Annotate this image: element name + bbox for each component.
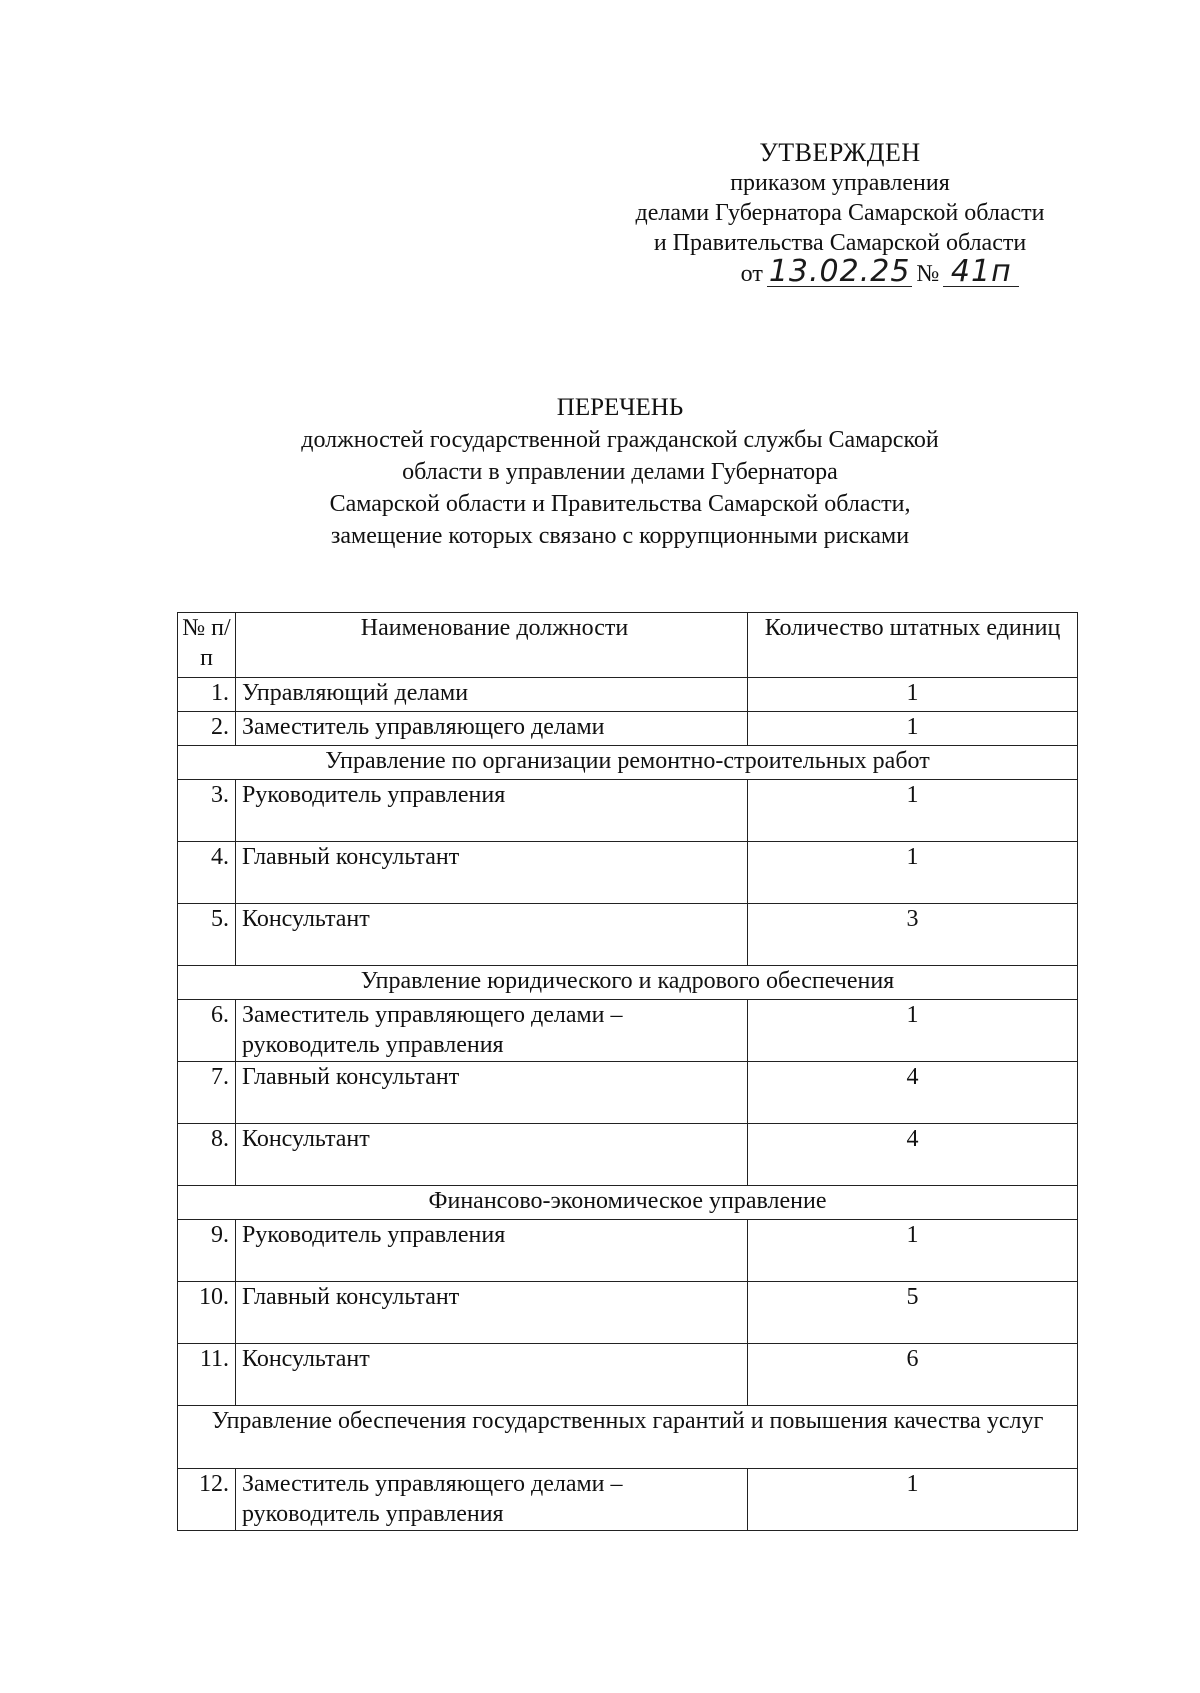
position-quantity: 1: [748, 1000, 1078, 1062]
position-quantity: 1: [748, 712, 1078, 746]
row-number: 9.: [178, 1220, 236, 1282]
approval-stamp: [560, 138, 1120, 289]
position-name: Заместитель управляющего делами: [236, 712, 748, 746]
positions-table: [177, 612, 1078, 1531]
position-name: Заместитель управляющего делами – руководитель управления: [236, 1000, 748, 1062]
position-quantity: 1: [748, 1220, 1078, 1282]
position-name: Управляющий делами: [236, 678, 748, 712]
section-title: Управление по организации ремонтно-строительных работ: [178, 746, 1078, 780]
table-row: [178, 712, 1078, 746]
table-row: [178, 678, 1078, 712]
row-number: 3.: [178, 780, 236, 842]
table-row: [178, 1124, 1078, 1186]
header-num: № п/п: [178, 613, 236, 678]
title-line-4: замещение которых связано с коррупционными рисками: [330, 523, 910, 549]
position-name: Руководитель управления: [236, 780, 748, 842]
row-number: 1.: [178, 678, 236, 712]
position-quantity: 4: [748, 1124, 1078, 1186]
approval-line-3: и Правительства Самарской области: [653, 230, 1027, 256]
date-prefix: от: [740, 261, 763, 287]
position-quantity: 1: [748, 842, 1078, 904]
row-number: 5.: [178, 904, 236, 966]
header-name: Наименование должности: [236, 613, 748, 678]
table-row: [178, 1344, 1078, 1406]
position-quantity: 1: [748, 780, 1078, 842]
row-number: 2.: [178, 712, 236, 746]
position-name: Консультант: [236, 1124, 748, 1186]
section-title: Управление обеспечения государственных гарантий и повышения качества услуг: [178, 1406, 1078, 1469]
title-line-2: области в управлении делами Губернатора: [402, 459, 838, 485]
section-row: [178, 746, 1078, 780]
table-header-row: [178, 613, 1078, 678]
position-name: Руководитель управления: [236, 1220, 748, 1282]
handwritten-number: 41п: [943, 258, 1019, 287]
row-number: 12.: [178, 1469, 236, 1531]
position-name: Главный консультант: [236, 1282, 748, 1344]
section-title: Финансово-экономическое управление: [178, 1186, 1078, 1220]
row-number: 6.: [178, 1000, 236, 1062]
row-number: 11.: [178, 1344, 236, 1406]
table-row: [178, 780, 1078, 842]
approval-date-line: [740, 254, 1020, 289]
position-quantity: 1: [748, 1469, 1078, 1531]
row-number: 4.: [178, 842, 236, 904]
table-row: [178, 1000, 1078, 1062]
row-number: 8.: [178, 1124, 236, 1186]
table-row: [178, 842, 1078, 904]
row-number: 7.: [178, 1062, 236, 1124]
table-row: [178, 1469, 1078, 1531]
header-qty: Количество штатных единиц: [748, 613, 1078, 678]
table-row: [178, 1282, 1078, 1344]
title-heading: ПЕРЕЧЕНЬ: [556, 394, 684, 421]
section-row: [178, 1406, 1078, 1469]
title-line-3: Самарской области и Правительства Самарской области,: [329, 491, 911, 517]
table-row: [178, 904, 1078, 966]
section-row: [178, 1186, 1078, 1220]
row-number: 10.: [178, 1282, 236, 1344]
section-row: [178, 966, 1078, 1000]
position-quantity: 6: [748, 1344, 1078, 1406]
position-quantity: 4: [748, 1062, 1078, 1124]
table-row: [178, 1062, 1078, 1124]
position-name: Консультант: [236, 1344, 748, 1406]
position-name: Главный консультант: [236, 842, 748, 904]
document-title: [200, 392, 1040, 552]
position-quantity: 3: [748, 904, 1078, 966]
approval-word: УТВЕРЖДЕН: [759, 138, 921, 167]
title-line-1: должностей государственной гражданской службы Самарской: [301, 427, 939, 453]
approval-line-1: приказом управления: [730, 170, 950, 196]
position-quantity: 1: [748, 678, 1078, 712]
position-name: Заместитель управляющего делами – руководитель управления: [236, 1469, 748, 1531]
position-name: Консультант: [236, 904, 748, 966]
position-name: Главный консультант: [236, 1062, 748, 1124]
approval-line-2: делами Губернатора Самарской области: [635, 200, 1045, 226]
number-label: №: [916, 261, 940, 287]
table-row: [178, 1220, 1078, 1282]
position-quantity: 5: [748, 1282, 1078, 1344]
section-title: Управление юридического и кадрового обеспечения: [178, 966, 1078, 1000]
handwritten-date: 13.02.25: [768, 254, 911, 289]
